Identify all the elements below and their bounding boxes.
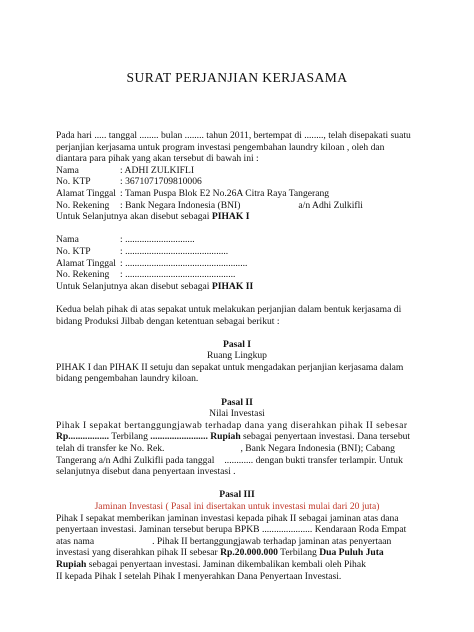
pasal3-line-1: Pihak I sepakat memberikan jaminan investasi kepada pihak II sebagai jaminan atas dana	[56, 512, 399, 524]
field-label: No. Rekening	[56, 269, 110, 281]
pasal3-subtitle: Jaminan Investasi ( Pasal ini disertakan untuk investasi mulai dari 20 juta)	[94, 501, 380, 512]
party2-block	[56, 234, 418, 292]
pasal3-line-3: atas nama . Pihak II bertanggungjawab terhadap jaminan atas penyertaan	[56, 535, 392, 547]
pasal3-line-5: Rupiah sebagai penyertaan investasi. Jaminan dikembalikan kembali oleh Pihak	[56, 558, 366, 570]
party2-row-name	[56, 234, 418, 246]
party2-row-rekening	[56, 269, 418, 281]
field-value: : ..............................................	[120, 269, 236, 281]
field-value: : ...........................................	[120, 245, 229, 257]
agreement-line-2: bidang Produksi Jilbab dengan ketentuan sebagai berikut :	[56, 315, 280, 327]
opening-line-2: perjanjian kerjasama untuk program investasi pengembahan laundry kiloan , oleh dan	[56, 141, 385, 153]
pasal2-line-1: Pihak I sepakat bertanggungjawab terhadap dana yang diserahkan pihak II sebesar	[56, 419, 408, 431]
party1-label: PIHAK I	[211, 211, 250, 223]
pasal2-title: Pasal II	[221, 396, 253, 408]
pasal2-line-2: Rp................. Terbilang ........................ Rupiah sebagai penyertaan investasi. Dana tersebut	[56, 431, 411, 443]
pasal2-line-3: telah di transfer ke No. Rek. , Bank Negara Indonesia (BNI); Cabang	[56, 443, 395, 455]
pasal2-line-5: selanjutnya disebut dana penyertaan investasi .	[56, 466, 236, 478]
pasal3-title: Pasal III	[219, 489, 255, 501]
field-value: : ...................................................	[120, 257, 248, 269]
field-label: No. KTP	[56, 176, 91, 188]
party1-row-rekening	[56, 200, 418, 212]
field-value: : Bank Negara Indonesia (BNI)	[120, 199, 241, 211]
party1-block	[56, 165, 418, 223]
field-label: Nama	[56, 234, 79, 246]
party2-row-ktp	[56, 246, 418, 258]
document-body	[56, 130, 418, 582]
pasal1-line-2: bidang pengembahan laundry kiloan.	[56, 373, 199, 385]
pasal2-subtitle: Nilai Investasi	[209, 408, 265, 420]
document-title: SURAT PERJANJIAN KERJASAMA	[126, 70, 348, 85]
field-value: : .............................	[120, 234, 195, 246]
pasal1-line-1: PIHAK I dan PIHAK II setuju dan sepakat untuk mengadakan perjanjian kerjasama dalam	[56, 361, 404, 373]
party1-designation: Untuk Selanjutnya akan disebut sebagai PIHAK I	[56, 211, 250, 223]
field-label: No. KTP	[56, 245, 91, 257]
party1-row-alamat	[56, 188, 418, 200]
agreement-line-1: Kedua belah pihak di atas sepakat untuk melakukan perjanjian dalam bentuk kerjasama di	[56, 303, 402, 315]
party2-row-alamat	[56, 258, 418, 270]
opening-line-1: Pada hari ..... tanggal ........ bulan ........ tahun 2011, bertempat di ........, telah disepakati suatu	[56, 130, 411, 141]
opening-line-3: diantara para pihak yang akan tersebut di bawah ini :	[56, 153, 259, 165]
pasal3-line-4: investasi yang diserahkan pihak II sebesar Rp.20.000.000 Terbilang Dua Puluh Juta	[56, 547, 384, 559]
party2-designation: Untuk Selanjutnya akan disebut sebagai PIHAK II	[56, 280, 254, 292]
pasal1-subtitle: Ruang Lingkup	[207, 350, 267, 362]
party2-label: PIHAK II	[211, 280, 254, 292]
party1-row-name	[56, 165, 418, 177]
field-value: : ADHI ZULKIFLI	[120, 164, 195, 176]
pasal3-line-2: penyertaan investasi. Jaminan tersebut berupa BPKB ..................... Kendaraan Roda Empat	[56, 524, 407, 536]
field-label: Alamat Tinggal	[56, 187, 116, 199]
field-label: No. Rekening	[56, 199, 110, 211]
field-label: Nama	[56, 164, 79, 176]
party1-row-ktp	[56, 176, 418, 188]
field-value: : 3671071709810006	[120, 176, 202, 188]
pasal3-line-6: II kepada Pihak I setelah Pihak I menyerahkan Dana Penyertaan Investasi.	[56, 570, 342, 582]
field-label: Alamat Tinggal	[56, 257, 116, 269]
account-holder: a/n Adhi Zulkifli	[298, 199, 363, 211]
pasal1-title: Pasal I	[223, 338, 251, 350]
field-value: : Taman Puspa Blok E2 No.26A Citra Raya Tangerang	[120, 187, 330, 199]
pasal2-line-4: Tangerang a/n Adhi Zulkifli pada tanggal ............ dengan bukti transfer terlampir. Untuk	[56, 454, 403, 466]
